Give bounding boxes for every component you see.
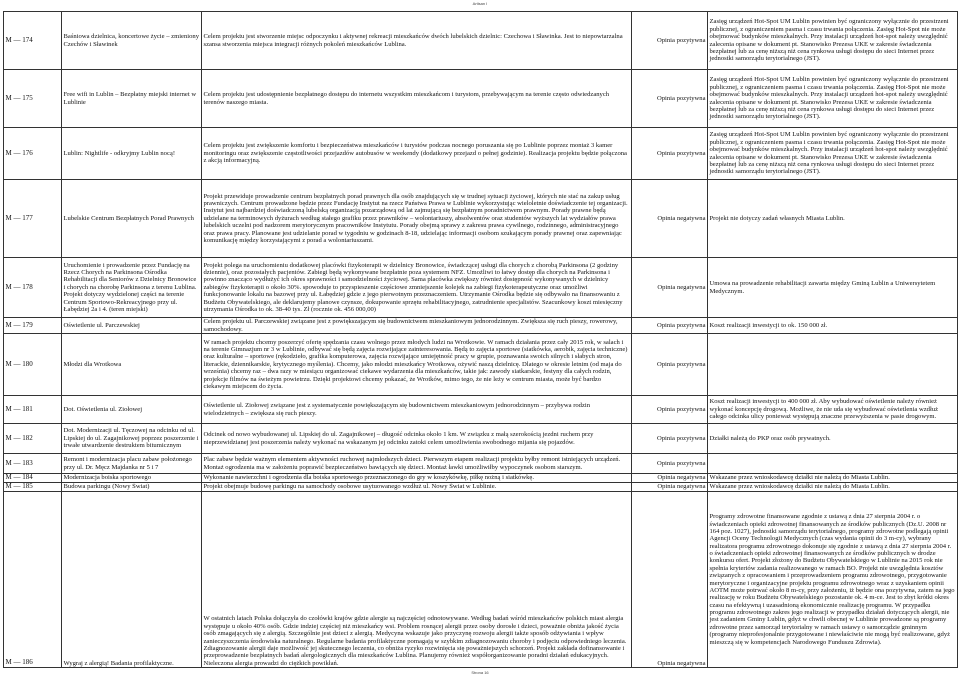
project-title: Budowa parkingu (Nowy Świat) <box>62 483 202 492</box>
project-number: M — 174 <box>4 12 62 70</box>
table-row <box>4 318 958 334</box>
project-title: Lublin: Nightlife - odkryjmy Lublin nocą! <box>62 128 202 180</box>
project-number: M — 178 <box>4 258 62 318</box>
opinion-remarks: Zasięg urządzeń Hot-Spot UM Lublin powinien być ograniczony wyłącznie do przestrzeni publicznej, z ograniczeniem pasma i czasu trwania połączenia. Zasięg Hot-Spot nie może obejmować budynków mieszkalnych. Przy instalacji urządzeń hot-spot należy uwzględnić zalecenia opisane w dokument pt. Stanowisko Prezesa UKE w zakresie świadczenia bezpłatnej lub za cenę niższą niż cena rynkowa usługi dostępu do sieci Internet przez jednostki samorządu terytorialnego (JST). <box>708 70 958 128</box>
project-title: Dot. Oświetlenia ul. Ziołowej <box>62 396 202 424</box>
table-row <box>4 334 958 396</box>
opinion-status: Opinia negatywna <box>632 180 708 258</box>
opinion-status: Opinia pozytywna <box>632 454 708 474</box>
table-row <box>4 70 958 128</box>
opinion-remarks <box>708 454 958 474</box>
opinion-remarks: Zasięg urządzeń Hot-Spot UM Lublin powinien być ograniczony wyłącznie do przestrzeni publicznej, z ograniczeniem pasma i czasu trwania połączenia. Zasięg Hot-Spot nie może obejmować budynków mieszkalnych. Przy instalacji urządzeń hot-spot należy uwzględnić zalecenia opisane w dokument pt. Stanowisko Prezesa UKE w zakresie świadczenia bezpłatnej lub za cenę niższą niż cena rynkowa usługi dostępu do sieci Internet przez jednostki samorządu terytorialnego (JST). <box>708 12 958 70</box>
table-row <box>4 454 958 474</box>
opinion-remarks: Wskazane przez wnioskodawcę działki nie należą do Miasta Lublin. <box>708 474 958 483</box>
project-number: M — 185 <box>4 483 62 492</box>
table-row <box>4 12 958 70</box>
opinion-remarks: Projekt nie dotyczy zadań własnych Miasta Lublin. <box>708 180 958 258</box>
project-number: M — 177 <box>4 180 62 258</box>
table-row <box>4 474 958 483</box>
projects-table <box>3 11 958 668</box>
project-number: M — 175 <box>4 70 62 128</box>
project-title: Oświetlenie ul. Parczewskiej <box>62 318 202 334</box>
project-description: Celem projektu jest stworzenie miejsc odpoczynku i aktywnej rekreacji mieszkańców dwóch lubelskich dzielnic: Czechowa i Sławinka. Jest to niepowtarzalna szansa stworzenia miejsca integracji różnych pokoleń mieszkańców Lublina. <box>202 12 632 70</box>
opinion-remarks: Działki należą do PKP oraz osób prywatnych. <box>708 424 958 454</box>
table-row <box>4 128 958 180</box>
project-number: M — 176 <box>4 128 62 180</box>
opinion-remarks: Zasięg urządzeń Hot-Spot UM Lublin powinien być ograniczony wyłącznie do przestrzeni publicznej, z ograniczeniem pasma i czasu trwania połączenia. Zasięg Hot-Spot nie może obejmować budynków mieszkalnych. Przy instalacji urządzeń hot-spot należy uwzględnić zalecenia opisane w dokument pt. Stanowisko Prezesa UKE w zakresie świadczenia bezpłatnej lub za cenę niższą niż cena rynkowa usługi dostępu do sieci Internet przez jednostki samorządu terytorialnego (JST). <box>708 128 958 180</box>
project-description: Projekt obejmuje budowę parkingu na samochody osobowe usytuowanego wzdłuż ul. Nowy Świat w Lublinie. <box>202 483 632 492</box>
project-title: Wygraj z alergią! Badania profilaktyczne. <box>62 492 202 668</box>
table-row <box>4 424 958 454</box>
project-number: M — 180 <box>4 334 62 396</box>
table-row <box>4 492 958 668</box>
opinion-remarks: Koszt realizacji inwestycji to 400 000 zł. Aby wybudować oświetlenie należy również wykonać koncepcję drogową. Możliwe, że nie uda się wybudować oświetlenia wzdłuż całego odcinka ulicy ponieważ występują znaczne przewyższenia w pasie drogowym. <box>708 396 958 424</box>
opinion-status: Opinia negatywna <box>632 258 708 318</box>
page-footer-label: Strona 16 <box>471 670 489 675</box>
project-number: M — 183 <box>4 454 62 474</box>
opinion-status: Opinia pozytywna <box>632 334 708 396</box>
project-number: M — 182 <box>4 424 62 454</box>
project-description: Celem projektu ul. Parczewskiej związane jest z powiększającym się budownictwem mieszkaniowym jednorodzinnym. Zwiększa się ruch pieszy, rowerowy, samochodowy. <box>202 318 632 334</box>
page-header-label: Artisan I <box>472 1 488 6</box>
opinion-remarks: Programy zdrowotne finansowane zgodnie z ustawą z dnia 27 sierpnia 2004 r. o świadczeniach opieki zdrowotnej finansowanych ze środków publicznych (Dz.U. 2008 nr 164 poz. 1027), jednostki samorządu terytorialnego, programy zdrowotne podlegają opinii Agencji Oceny Technologii Medycznych (czas wydania opinii do 3 m-cy), wybrany realizatora programu zdrowotnego dokonuje się zgodnie z ustawą z dnia 27 sierpnia 2004 r. o świadczeniach opieki zdrowotnej finansowanych ze środków publicznych w drodze konkursu ofert. Projekt złożony do Budżetu Obywatelskiego w Lublinie na 2015 rok nie spełnia kryteriów zadania realizowanego w ramach BO. Projekt nie uwzględnia kosztów związanych z opracowaniem i przeprowadzeniem programu zdrowotnego, przygotowanie merytoryczne i organizacyjne projektu programu zdrowotnego wraz z uzyskaniem opinii AOTM może potrwać około 8 m-cy, przy założeniu, iż będzie ona pozytywna, zatem na jego realizację w roku Budżetu Obywatelskiego pozostanie ok. 4 m-ce. Jest to zbyt krótki okres czasu na efektywną i uzasadnioną ekonomicznie realizację programu. W przypadku programu zdrowotnego zakres jego realizacji w przypadku działań dotyczących alergii, nie jest zadaniem Gminy Lublin, gdyż w chwili obecnej w Lublinie prowadzone są programy zdrowotne przez samorząd terytorialny w ramach ustawy o samorządzie gminnym (programy nieprofesjonalnie przygotowane i niewłaściwie nie mogą być realizowane, gdyż mieszczą się w kompetencjach Narodowego Funduszu Zdrowia). <box>708 492 958 668</box>
opinion-status: Opinia pozytywna <box>632 12 708 70</box>
opinion-status: Opinia pozytywna <box>632 318 708 334</box>
project-title: Baśniowa dzielnica, koncertowe życie – zmieniony Czechów i Sławinek <box>62 12 202 70</box>
opinion-remarks: Koszt realizacji inwestycji to ok. 150 000 zł. <box>708 318 958 334</box>
table-row <box>4 483 958 492</box>
opinion-status: Opinia negatywna <box>632 492 708 668</box>
opinion-status: Opinia pozytywna <box>632 128 708 180</box>
opinion-status: Opinia negatywna <box>632 474 708 483</box>
project-number: M — 186 <box>4 492 62 668</box>
opinion-remarks <box>708 334 958 396</box>
table-row <box>4 258 958 318</box>
project-description: W ostatnich latach Polska dołączyła do czołówki krajów gdzie alergie są najczęściej odnotowywane. Według badań wśród mieszkańców polskich miast alergia występuje u około 40% osób. Gdzie indziej częściej niż mieszkańcy wsi. Problem rosnącej alergii przez osoby dorosłe i dzieci, poważnie obniża jakość życia osób zmagających się z alergią. Szczególnie jest dzieci z alergią. Medycyna wskazuje jako przyczynę rozwoju alergii także sposób odżywiania i wpływ zanieczyszczenia środowiska naturalnego. Regularne badania profilaktyczne pomagają w szybkim zdiagnozowaniu choroby i podjęciu odpowiedniego leczenia. Zdiagnozowanie alergii daje możliwość jej skutecznego leczenia, co obniża ryzyko rozwinięcia się poważniejszych schorzeń. Projekt zakłada dofinansowanie i przeprowadzenie bezpłatnych badań alergologicznych dla mieszkańców Lublina. Planujemy również współorganizowanie poradni działań edukacyjnych. Nieleczona alergia prowadzi do ciężkich powikłań. <box>202 492 632 668</box>
project-description: Oświetlenie ul. Ziołowej związane jest z systematycznie powiększającym się budownictwem mieszkaniowym jednorodzinnym – przybywa rodzin wielodzietnych – zwiększa się ruch pieszy. <box>202 396 632 424</box>
project-number: M — 179 <box>4 318 62 334</box>
table-row <box>4 180 958 258</box>
project-description: Projekt polega na uruchomieniu dodatkowej placówki fizykoterapii w dzielnicy Bronowice, świadczącej usługi dla chorych z chorobą Parkinsona (2 godziny dziennie), oraz pozostałych pacjentów. Zabiegi będą wykonywane bezpłatnie poza systemem NFZ. Umożliwi to łatwy dostęp dla chorych na Parkinsona i powinno znacząco wydłużyć ich okres sprawności i samodzielności życiowej. Sama placówka zwiększy również dostępność wykonywanych w dzielnicy zabiegów fizykoterapii o około 30%. spowoduje to przyspieszenie częściowe zmniejszenie kolejek na zabiegi fizykoterapeutyczne oraz umożliwi funkcjonowanie lokalu na bazowej przy ul. Łabędziej gdzie z jego pierwotnym przeznaczeniem. Utrzymanie Ośrodka będzie się odbywało na finansowaniu z Budżetu Obywatelskiego, ale deklarujemy planowe czynsze, dokupowanie sprzętu rehabilitacyjnego, zatrudnienie specjalistów. Szacunkowy koszt miesięczny utrzymania Ośrodka to ok. 38-40 tys. Zł (rocznie ok. 456 000,00) <box>202 258 632 318</box>
project-title: Modernizacja boiska sportowego <box>62 474 202 483</box>
opinion-remarks: Wskazane przez wnioskodawcę działki nie należą do Miasta Lublin. <box>708 483 958 492</box>
opinion-status: Opinia pozytywna <box>632 70 708 128</box>
opinion-status: Opinia negatywna <box>632 483 708 492</box>
project-title: Remont i modernizacja placu zabaw położonego przy ul. Dr. Męcz Majdanka nr 5 i 7 <box>62 454 202 474</box>
project-number: M — 184 <box>4 474 62 483</box>
project-title: Uruchomienie i prowadzenie przez Fundację na Rzecz Chorych na Parkinsona Ośrodka Rehabilitacji dla Seniorów z Dzielnicy Bronowice i chorych na chorobę Parkinsona z terenu Lublina. Projekt dotyczy wydzielonej części na terenie Centrum Sportowo-Rekreacyjnego przy ul. Łabędziej 2a i 4. (teren miejski) <box>62 258 202 318</box>
project-description: Projekt przewiduje prowadzenie centrum bezpłatnych porad prawnych dla osób znajdujących się w trudnej sytuacji życiowej, których nie stać na zakup usług prawniczych. Centrum prowadzone będzie przez Fundację Instytut na rzecz Państwa Prawa w Lublinie wykorzystując wieloletnie doświadczenie tej organizacji. Instytut jest najbardziej doświadczoną lubelską organizacją pozarządową od lat zajmującą się bezpłatnym poradnictwem prawnym. Porady prawne będą udzielane na terminowych dyżurach według stałego grafiku przez prawników – wolontariuszy, absolwentów oraz studentów wyższych lat wydziałów prawa lubelskich uczelni pod nadzorem merytorycznym pracowników Instytutu. Porady obejmą sprawy z zakresu prawa cywilnego, rodzinnego, administracyjnego oraz prawa pracy. Planowane jest udzielanie porad w tygodniu w godzinach 8-18, udzielając informacji osobom szukającym porady prawnej oraz zapewniając komunikację między korzystającymi z porad a wolontariuszami. <box>202 180 632 258</box>
project-title: Dot. Modernizacji ul. Tęczowej na odcinku od ul. Lipskiej do ul. Zagajnikowej poprzez poszerzenie i trwałe utwardzenie destruktem bitumicznym <box>62 424 202 454</box>
project-description: Plac zabaw będzie ważnym elementem aktywności ruchowej najmłodszych dzieci. Pierwszym etapem realizacji projektu byłby remont istniejących urządzeń. Montaż ogrodzenia ma w założeniu poprawić bezpieczeństwo bawiących się dzieci. Montaż ławki umożliwiłby wypoczynek osobom starszym. <box>202 454 632 474</box>
project-description: Celem projektu jest zwiększenie komfortu i bezpieczeństwa mieszkańców i turystów podczas nocnego poruszania się po Lublinie poprzez montaż 3 kamer monitoringu oraz zwiększenie częstotliwości przejazdów autobusów w weekendy (dodatkowy przejazd o pełnej godzinie). Realizacja projektu będzie połączona z akcją informacyjną. <box>202 128 632 180</box>
opinion-remarks: Umowa na prowadzenie rehabilitacji zawarta między Gminą Lublin a Uniwersytetem Medycznym. <box>708 258 958 318</box>
project-description: Odcinek od nowo wybudowanej ul. Lipskiej do ul. Zagajnikowej – długość odcinka około 1 km. W związku z małą szerokością jezdni ruchem przy nieprzewidzianej jest poszerzenia należy wykonać na wskazanym jej odcinku zatoki celem umożliwienia swobodnego mijania się pojazdów. <box>202 424 632 454</box>
project-description: W ramach projektu chcemy poszerzyć ofertę spędzania czasu wolnego przez młodych ludzi na Wrotkowie. W ramach działania przez cały 2015 rok, w salach i na terenie Gimnazjum nr 3 w Lublinie, odbywać się będą zajęcia rozwijające zainteresowania. Będą to zajęcia sportowe (siatkówka, aerobik, zajęcia techniczne) oraz kulturalne – sportowe (rękodzieło, grafika komputerowa, zajęcia rozwijające umiejętność pracy w grupie, poznawania swoich silnych i słabych stron, literackie, dziennikarskie, krytycznego myślenia). Chcemy, jako młodzi mieszkańcy Wrotkowa, ożywić naszą dzielnicę. Dlatego w okresie letnim (od maja do września) chcemy raz – dwa razy w miesiącu organizować ciekawe wydarzenia dla mieszkańców, takie jak: zawody siatkarskie, festyny dla całych rodzin, projekcje filmów na świeżym powietrzu. Dzięki projektowi chcemy pokazać, że Wrotków, mimo tego, że nie leży w centrum miasta, może być bardzo ciekawym miejscem do życia. <box>202 334 632 396</box>
project-title: Lubelskie Centrum Bezpłatnych Porad Prawnych <box>62 180 202 258</box>
project-title: Free wifi in Lublin – Bezpłatny miejski internet w Lublinie <box>62 70 202 128</box>
opinion-status: Opinia pozytywna <box>632 396 708 424</box>
table-row <box>4 396 958 424</box>
project-description: Wykonanie nawierzchni i ogrodzenia dla boiska sportowego przeznaczonego do gry w koszykówkę, piłkę nożną i siatkówkę. <box>202 474 632 483</box>
project-title: Młodzi dla Wrotkowa <box>62 334 202 396</box>
project-description: Celem projektu jest udostępnienie bezpłatnego dostępu do internetu wszystkim mieszkańcom i turystom, przebywającym na terenie często odwiedzanych terenów naszego miasta. <box>202 70 632 128</box>
opinion-status: Opinia pozytywna <box>632 424 708 454</box>
project-number: M — 181 <box>4 396 62 424</box>
